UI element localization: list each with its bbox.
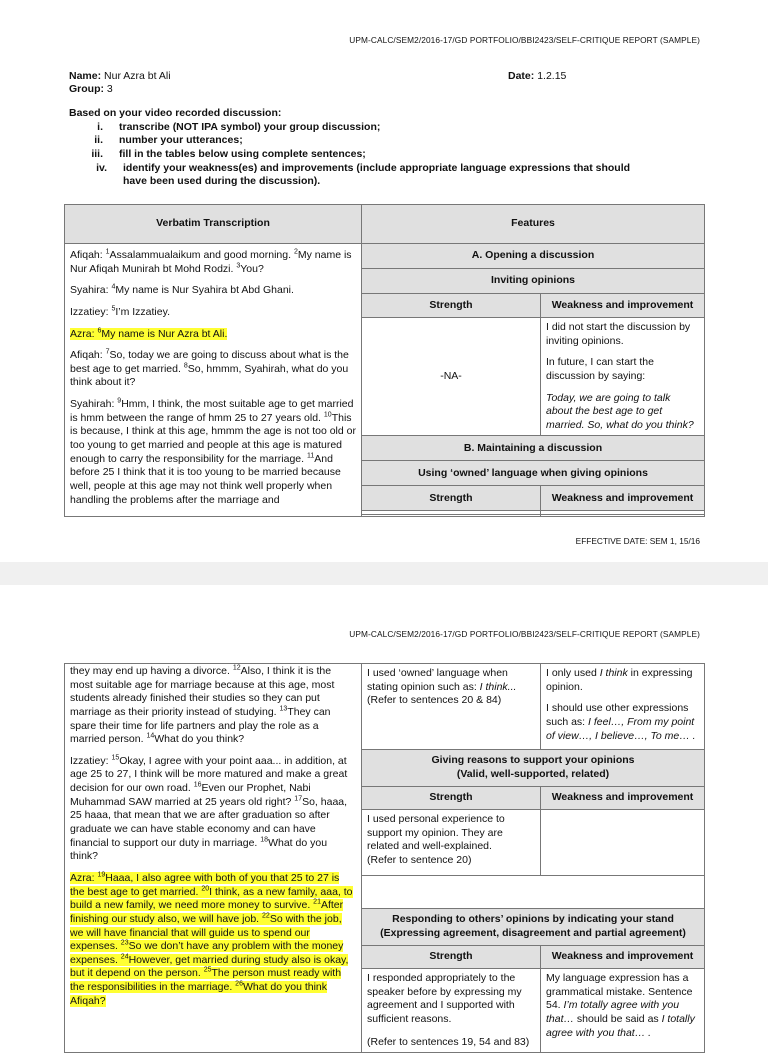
- responding-header: Responding to others’ opinions by indicating your stand (Expressing agreement, disagreement and partial agreement): [362, 909, 705, 946]
- date-line: [508, 70, 566, 84]
- date-value: 1.2.15: [537, 70, 567, 82]
- page-header: UPM-CALC/SEM2/2016-17/GD PORTFOLIO/BBI2423/SELF-CRITIQUE REPORT (SAMPLE): [349, 629, 700, 639]
- col-verbatim-header: Verbatim Transcription: [65, 205, 362, 244]
- instructions: [69, 107, 709, 189]
- group-value: 3: [106, 83, 113, 95]
- instruction-item: iv. identify your weakness(es) and improvements (include appropriate language expressions that should: [96, 161, 631, 174]
- page-footer: EFFECTIVE DATE: SEM 1, 15/16: [575, 536, 700, 546]
- page-2: [0, 585, 768, 1048]
- utterance: Syahira: $^4$My name is Nur Syahira bt Abd Ghani.: [70, 283, 294, 297]
- name-label: Name:: [69, 70, 102, 82]
- weakness-improvement-cell: I did not start the discussion by inviting opinions. In future, I can start the discussion by saying: Today, we are going to talk about the best age to get married. So, what do you think?: [541, 318, 705, 436]
- giving-reasons-header: Giving reasons to support your opinions (Valid, well-supported, related): [362, 750, 705, 787]
- utterance: Afiqah: $^7$So, today we are going to discuss about what is the best age to get married. $^8$So, hmmm, Syahirah, what do you think about it?: [70, 348, 349, 389]
- strength-header: Strength: [362, 486, 541, 511]
- strength-header: Strength: [362, 787, 541, 810]
- weakness-header: Weakness and improvement: [541, 486, 705, 511]
- owned-weakness-cell: I only used I think in expressing opinion. I should use other expressions such as: I feel…, From my point of view…, I believe…, To me… .: [541, 664, 705, 750]
- strength-na: -NA-: [362, 318, 541, 436]
- responding-weakness-cell: My language expression has a grammatical mistake. Sentence 54. I’m totally agree with you that… should be said as I totally agree with you that… .: [541, 969, 705, 1053]
- utterance: Izzatiey: $^5$I’m Izzatiey.: [70, 305, 170, 318]
- name-value: Nur Azra bt Ali: [104, 70, 171, 82]
- verbatim-transcription: [65, 664, 362, 1053]
- section-a-header: A. Opening a discussion: [362, 244, 705, 269]
- utterance-highlighted: Azra: $^6$My name is Nur Azra bt Ali.: [70, 327, 228, 340]
- weakness-header: Weakness and improvement: [541, 946, 705, 969]
- group-line: [69, 83, 113, 97]
- instruction-item: ii. number your utterances;: [94, 134, 243, 147]
- strength-header: Strength: [362, 294, 541, 318]
- critique-table-1: [64, 204, 705, 517]
- utterance-highlighted: Azra: $^{19}$Haaa, I also agree with both of you that 25 to 27 is the best age to get married. $^{20}$I think, as a new family, aaa, to build a new family, we need more money to survive. $^{21}$After finishing our study also, we will have job. $^{22}$So with the job, we will have financial that will guide us to spend our expenses. $^{23}$So we don’t have any problem with the money expenses. $^{24}$However, get married during study also is okay, but it depend on the person. $^{25}$The person must ready with the responsibilities in the marriage. $^{26}$What do you think Afiqah?: [70, 871, 353, 1007]
- strength-header: Strength: [362, 946, 541, 969]
- inviting-opinions-header: Inviting opinions: [362, 269, 705, 294]
- instruction-item: iii. fill in the tables below using complete sentences;: [91, 147, 366, 160]
- reasons-weakness-cell: [541, 810, 705, 876]
- owned-strength-cell: I used ‘owned’ language when stating opinion such as: I think... (Refer to sentences 20 & 84): [362, 664, 541, 750]
- page-header: UPM-CALC/SEM2/2016-17/GD PORTFOLIO/BBI2423/SELF-CRITIQUE REPORT (SAMPLE): [349, 35, 700, 45]
- critique-table-2: [64, 663, 705, 1053]
- owned-language-header: Using ‘owned’ language when giving opinions: [362, 461, 705, 486]
- section-b-header: B. Maintaining a discussion: [362, 436, 705, 461]
- responding-strength-cell: I responded appropriately to the speaker before by expressing my agreement and I supported with sufficient reasons. (Refer to sentences 19, 54 and 83): [362, 969, 541, 1053]
- page-gap: [0, 562, 768, 585]
- utterance: they may end up having a divorce. $^{12}$Also, I think it is the most suitable age for marriage because at this age, most students already finished their studies so they can put marriage as their priority instead of studying. $^{13}$They can spare their time for life partners and play the role as a married person. $^{14}$What do you think?: [70, 664, 335, 746]
- weakness-header: Weakness and improvement: [541, 294, 705, 318]
- instruction-item: have been used during the discussion).: [123, 175, 321, 188]
- instruction-item: i. transcribe (NOT IPA symbol) your group discussion;: [97, 120, 381, 133]
- group-label: Group:: [69, 83, 104, 95]
- reasons-strength-cell: I used personal experience to support my opinion. They are related and well-explained. (Refer to sentence 20): [362, 810, 541, 876]
- name-line: [69, 70, 171, 84]
- utterance: Afiqah: $^1$Assalammualaikum and good morning. $^2$My name is Nur Afiqah Munirah bt Mohd Rodzi. $^3$You?: [70, 248, 352, 275]
- verbatim-transcription: [65, 244, 362, 517]
- utterance: Izzatiey: $^{15}$Okay, I agree with your point aaa... in addition, at age 25 to 27, I think will be more matured and make a great decision for our own road. $^{16}$Even our Prophet, Nabi Muhammad SAW married at 25 years old right? $^{17}$So, haaa, 25 haaa, that mean that we are after graduation so after graduate we can have stable economy and can have financial to support our duty in marriage. $^{18}$What do you think?: [70, 754, 348, 863]
- date-label: Date:: [508, 70, 535, 82]
- utterance: Syahirah: $^9$Hmm, I think, the most suitable age to get married is hmm between the range of hmm 25 to 27 years old. $^{10}$This is because, I think at this age, hmmm the age is not too old or too young to get married and people at this age is matured enough to carry the responsibility for the marriage. $^{11}$And before 25 I think that it is too young to be married because well, people at this age may not think well properly when handling the problems after the marriage and: [70, 397, 356, 506]
- weakness-header: Weakness and improvement: [541, 787, 705, 810]
- spacer: [362, 876, 705, 909]
- col-features-header: Features: [362, 205, 705, 244]
- instructions-intro: Based on your video recorded discussion:: [69, 107, 282, 119]
